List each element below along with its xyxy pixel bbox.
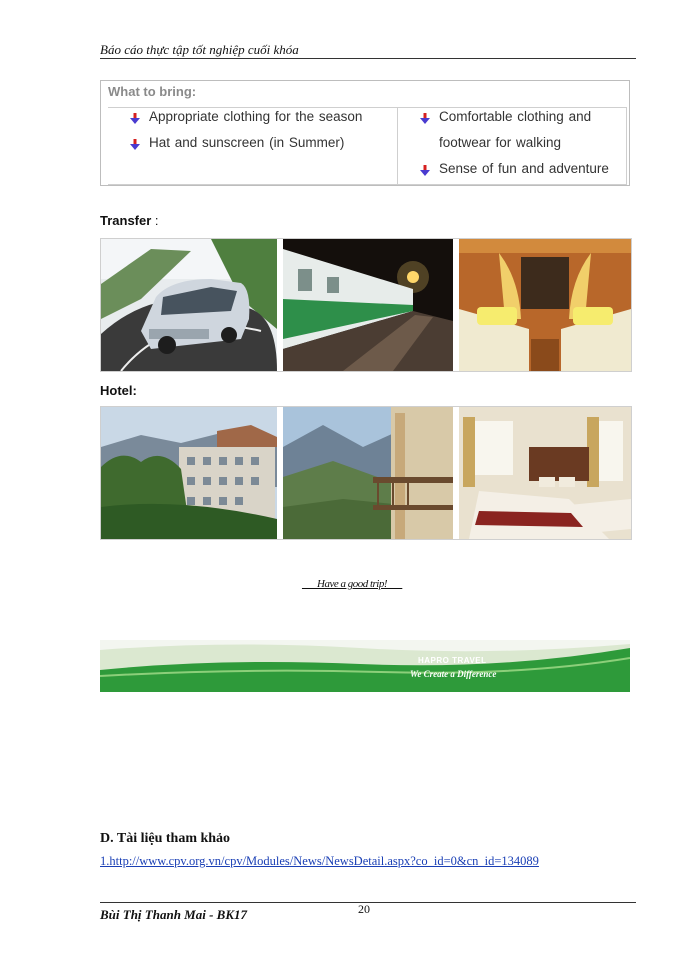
column-divider (397, 108, 398, 184)
what-to-bring-table (108, 107, 627, 185)
bring-item-fun: Sense of fun and adventure (439, 161, 609, 176)
bring-item-hat: Hat and sunscreen (in Summer) (149, 135, 345, 150)
banner-slogan: We Create a Difference (410, 669, 497, 679)
hotel-building-photo (101, 407, 277, 539)
minibus-photo (101, 239, 277, 371)
bullet-arrow-icon (420, 113, 430, 124)
bring-item-footwear: footwear for walking (439, 135, 562, 150)
banner-company-name: HAPRO TRAVEL (418, 656, 487, 665)
signoff-text: ___Have a good trip!___ (302, 578, 403, 590)
what-to-bring-box (100, 80, 630, 186)
transfer-label: Transfer : (100, 213, 159, 228)
bullet-arrow-icon (420, 165, 430, 176)
header-rule (100, 58, 636, 59)
train-cabin-photo (459, 239, 631, 371)
transfer-photo-row (100, 238, 632, 372)
hapro-travel-banner (100, 640, 630, 692)
hotel-room-photo (459, 407, 631, 539)
what-to-bring-title: What to bring: (108, 84, 197, 99)
hotel-label: Hotel: (100, 383, 137, 398)
reference-link[interactable]: 1.http://www.cpv.org.vn/cpv/Modules/News/NewsDetail.aspx?co_id=0&cn_id=134089 (100, 854, 539, 868)
hotel-photo-row (100, 406, 632, 540)
page-header-title: Báo cáo thực tập tốt nghiệp cuối khóa (100, 42, 299, 57)
references-heading: D. Tài liệu tham khảo (100, 831, 231, 846)
bring-item-clothing: Appropriate clothing for the season (149, 109, 363, 124)
bullet-arrow-icon (130, 139, 140, 150)
page-number: 20 (358, 902, 370, 916)
footer-author: Bùi Thị Thanh Mai - BK17 (100, 907, 248, 922)
train-station-photo (283, 239, 453, 371)
bring-item-comfortable: Comfortable clothing and (439, 109, 592, 124)
bullet-arrow-icon (130, 113, 140, 124)
mountain-view-photo (283, 407, 453, 539)
